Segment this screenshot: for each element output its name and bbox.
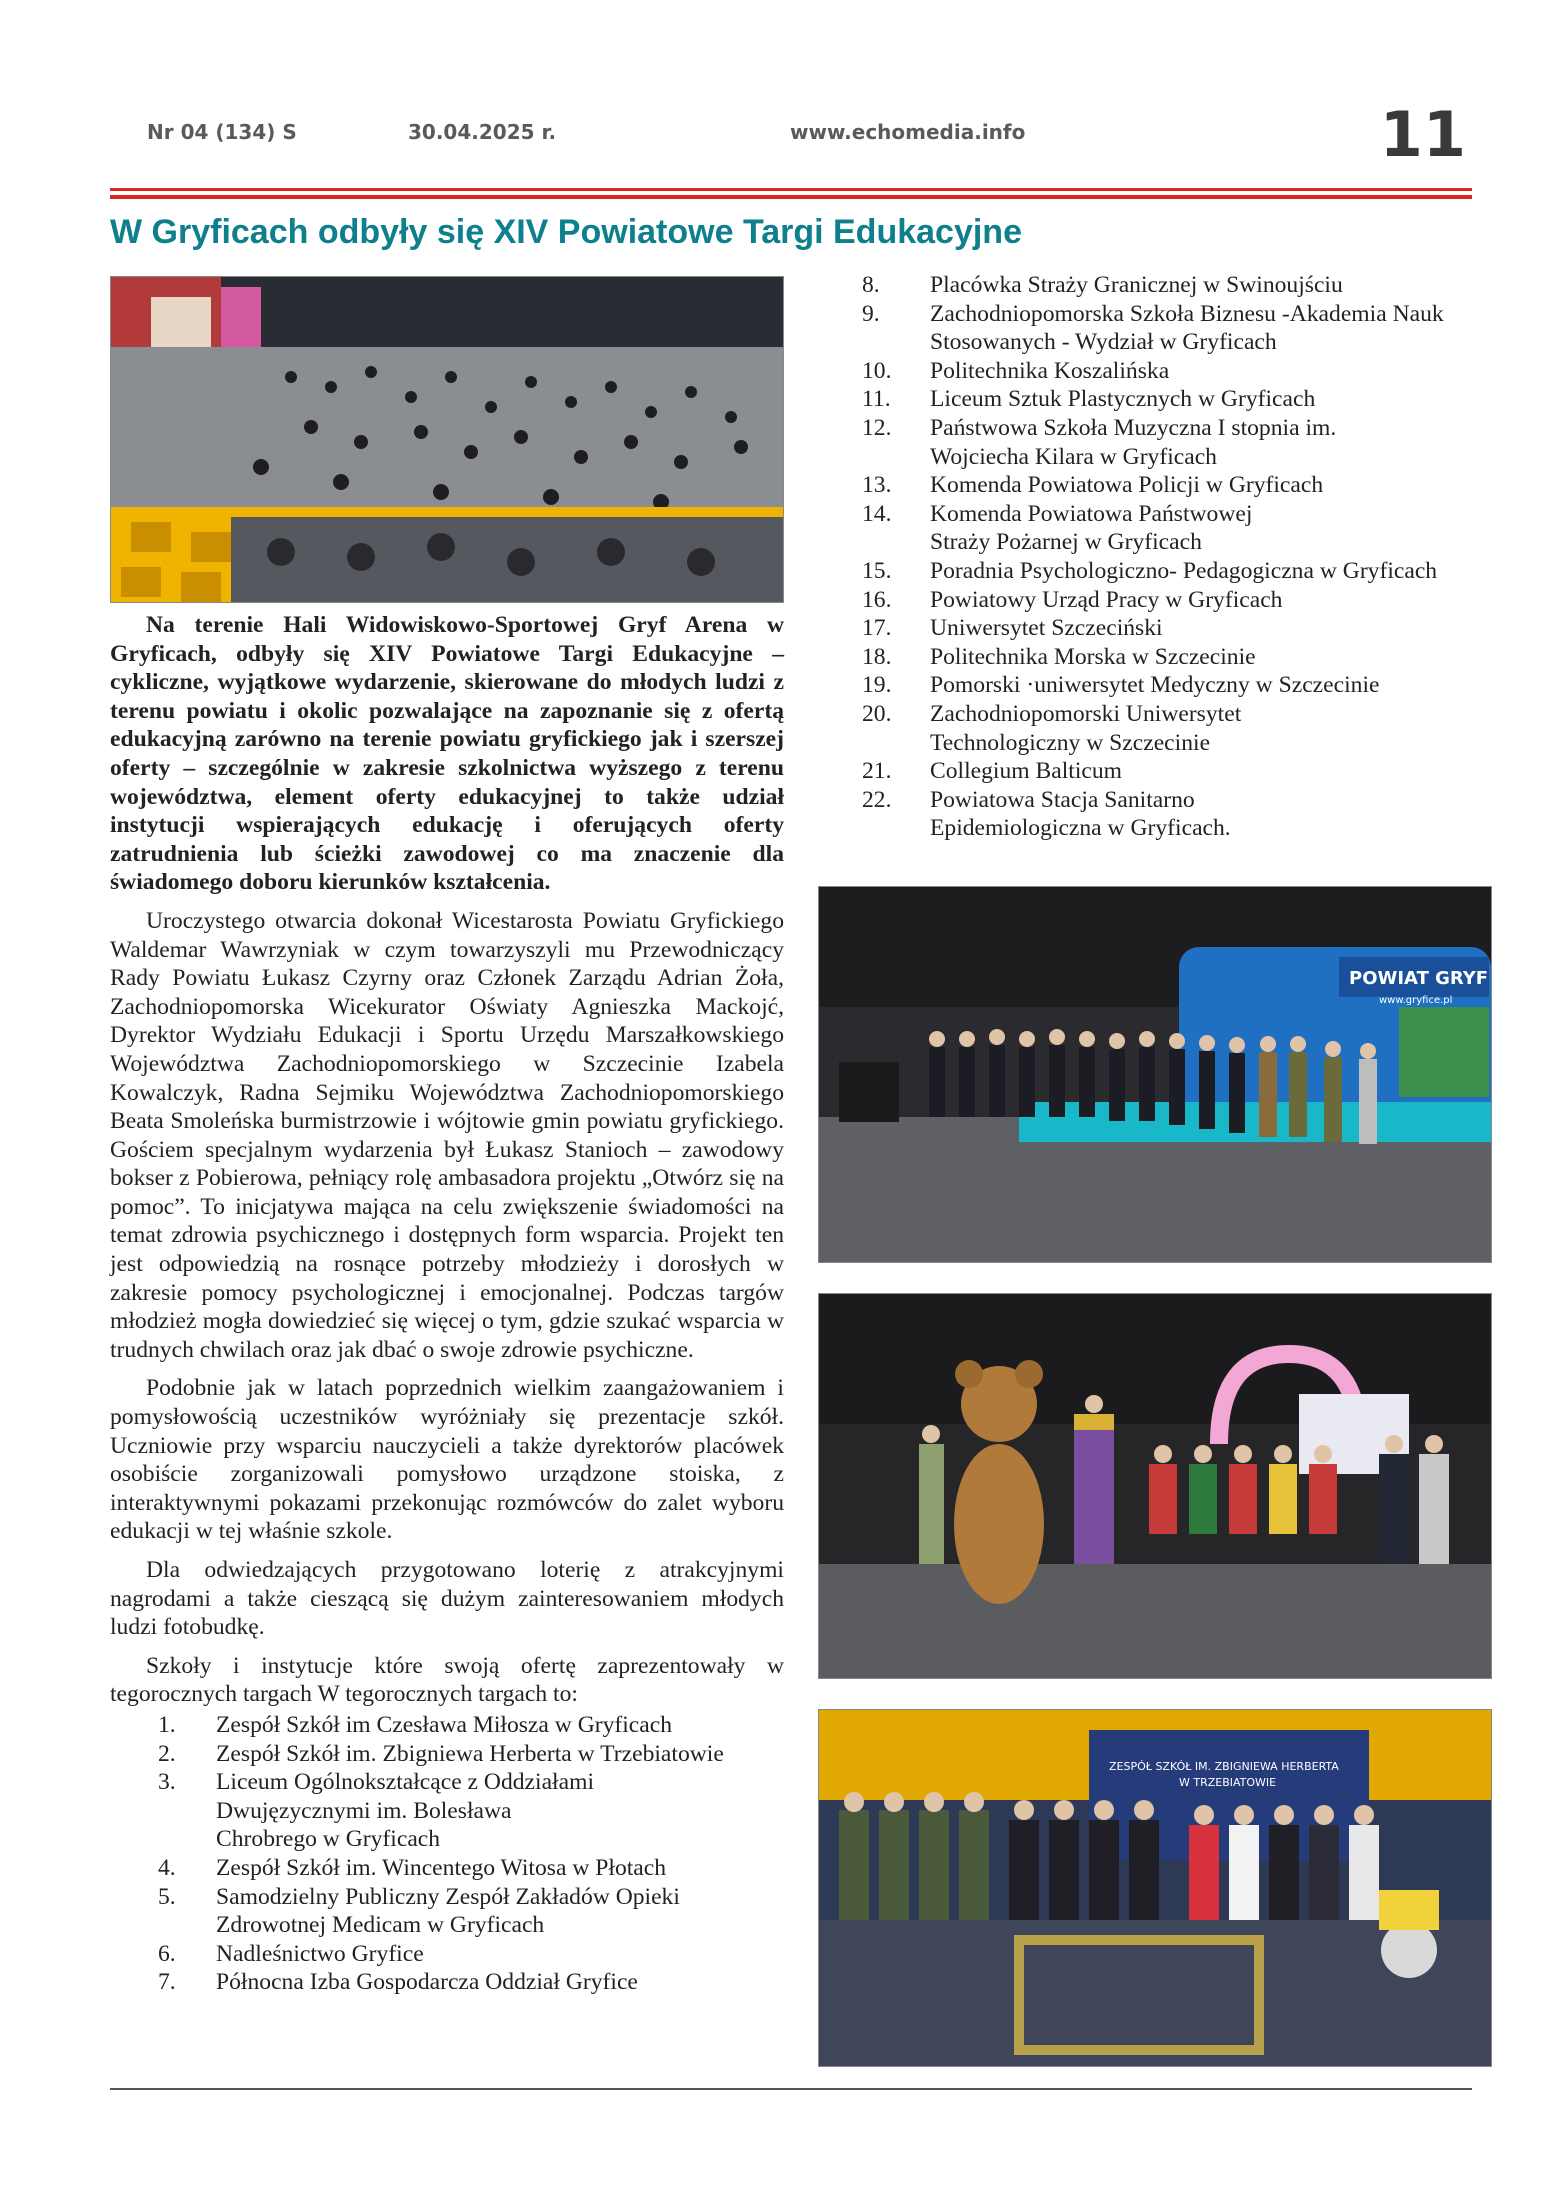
exhibitors-list-part1	[110, 1711, 784, 1997]
list-item: 8. Placówka Straży Granicznej w Swinoujściu	[862, 272, 1343, 298]
header-rule-top	[110, 188, 1472, 191]
list-item: 16. Powiatowy Urząd Pracy w Gryficach	[862, 586, 1283, 613]
issue-number: Nr 04 (134) S	[147, 120, 297, 144]
list-item: 7. Północna Izba Gospodarcza Oddział Gryfice	[158, 1969, 638, 1996]
list-item: 6. Nadleśnictwo Gryfice	[158, 1940, 424, 1967]
article-body-right	[862, 271, 1482, 843]
banner-powiat-text: POWIAT GRYF	[1349, 968, 1489, 989]
issue-date: 30.04.2025 r.	[408, 120, 557, 144]
list-item: 21. Collegium Balticum	[862, 758, 1123, 785]
list-item: 17. Uniwersytet Szczeciński	[862, 615, 1163, 642]
photo-opening-ceremony	[818, 886, 1492, 1263]
list-item: 11. Liceum Sztuk Plastycznych w Gryficach	[862, 386, 1316, 413]
photo-arena-crowd	[110, 276, 784, 603]
banner-school-text: ZESPÓŁ SZKÓŁ IM. ZBIGNIEWA HERBERTA	[1109, 1760, 1339, 1773]
banner-powiat-url: www.gryfice.pl	[1379, 995, 1453, 1006]
paragraph: Podobnie jak w latach poprzednich wielkim zaangażowaniem i pomysłowością uczestników wyróżniały się prezentacje szkół. Uczniowie przy wsparciu nauczycieli a także dyrektorów placówek osobiście zorganizowali pomysłowo urządzone stoiska, z interaktywnymi pokazami przekonując rozmówców do zalet wyboru edukacji w tej właśnie szkole.	[110, 1375, 784, 1545]
banner-school-city: W TRZEBIATOWIE	[1179, 1776, 1277, 1789]
list-item: 22. Powiatowa Stacja Sanitarno Epidemiologiczna w Gryficach.	[862, 786, 1231, 842]
paragraph: Dla odwiedzających przygotowano loterię z atrakcyjnymi nagrodami a także cieszącą się dużym zainteresowaniem młodych ludzi fotobudkę.	[110, 1557, 784, 1641]
paragraph: Uroczystego otwarcia dokonał Wicestarosta Powiatu Gryfickiego Waldemar Wawrzyniak w czym towarzyszyli mu Przewodniczący Rady Powiatu Łukasz Czyrny oraz Członek Zarządu Adrian Żoła, Zachodniopomorska Wicekurator Oświaty Agnieszka Mackojć, Dyrektor Wydziału Edukacji i Sportu Urzędu Marszałkowskiego Województwa Zachodniopomorskiego w Szczecinie Izabela Kowalczyk, Radna Sejmiku Województwa Zachodniopomorskiego Beata Smoleńska burmistrzowie i wójtowie gmin powiatu gryfickiego. Gościem specjalnym wydarzenia był Łukasz Stanioch – zawodowy bokser z Pobierowa, pełniący rolę ambasadora projektu „Otwórz się na pomoc”. To inicjatywa mająca na celu zwiększenie świadomości na temat zdrowia psychicznego i dostępnych form wsparcia. Projekt ten jest odpowiedzią na rosnące potrzeby młodzieży i dorosłych w zakresie pomocy psychologicznej i emocjonalnej. Podczas targów młodzież mogła dowiedzieć się więcej o tym, gdzie szukać wsparcia w trudnych chwilach oraz jak dbać o swoje zdrowie psychiczne.	[110, 907, 784, 1363]
page-number: 11	[1379, 98, 1466, 171]
list-item: 5. Samodzielny Publiczny Zespół Zakładów Opieki Zdrowotnej Medicam w Gryficach	[158, 1883, 680, 1939]
list-item: 18. Politechnika Morska w Szczecinie	[862, 643, 1256, 670]
list-item: 4. Zespół Szkół im. Wincentego Witosa w Płotach	[158, 1854, 667, 1881]
list-item: 2. Zespół Szkół im. Zbigniewa Herberta w Trzebiatowie	[158, 1740, 724, 1767]
header-rule-bottom	[110, 195, 1472, 199]
lead-paragraph: Na terenie Hali Widowiskowo-Sportowej Gryf Arena w Gryficach, odbyły się XIV Powiatowe Targi Edukacyjne – cykliczne, wyjątkowe wydarzenie, skierowane do młodych ludzi z terenu powiatu i okolic pozwalające na zapoznanie się z ofertą edukacyjną zarówno na terenie powiatu gryfickiego jak i szerszej oferty – szczególnie w zakresie szkolnictwa wyższego z terenu województwa, element oferty edukacyjnej to także udział instytucji wspierających edukację i oferujących oferty zatrudnienia lub ścieżki zawodowej co ma znaczenie dla świadomego doboru kierunków kształcenia.	[110, 612, 784, 896]
article-title: W Gryficach odbyły się XIV Powiatowe Targi Edukacyjne	[110, 213, 1022, 251]
footer-rule	[110, 2088, 1472, 2090]
list-item: 13. Komenda Powiatowa Policji w Gryficach	[862, 472, 1324, 499]
list-item: 9. Zachodniopomorska Szkoła Biznesu -Akademia Nauk Stosowanych - Wydział w Gryficach	[862, 300, 1444, 356]
list-item: 12. Państwowa Szkoła Muzyczna I stopnia im. Wojciecha Kilara w Gryficach	[862, 414, 1337, 470]
exhibitors-list-part2	[862, 271, 1482, 843]
list-item: 10. Politechnika Koszalińska	[862, 357, 1170, 384]
list-item: 15. Poradnia Psychologiczno- Pedagogiczna w Gryficach	[862, 557, 1438, 584]
list-item: 20. Zachodniopomorski Uniwersytet Technologiczny w Szczecinie	[862, 700, 1242, 756]
photo-school-stand	[818, 1709, 1492, 2067]
website-link[interactable]: www.echomedia.info	[790, 120, 1026, 144]
list-item: 3. Liceum Ogólnokształcące z Oddziałami Dwujęzycznymi im. Bolesława Chrobrego w Gryficach	[158, 1769, 594, 1853]
list-item: 1. Zespół Szkół im Czesława Miłosza w Gryficach	[158, 1711, 673, 1738]
list-item: 19. Pomorski ·uniwersytet Medyczny w Szczecinie	[862, 672, 1380, 699]
paragraph: Szkoły i instytucje które swoją ofertę zaprezentowały w tegorocznych targach W tegorocznych targach to:	[110, 1652, 784, 1708]
article-body-left	[110, 611, 784, 1997]
list-item: 14. Komenda Powiatowa Państwowej Straży Pożarnej w Gryficach	[862, 500, 1253, 556]
photo-mascot-folk	[818, 1293, 1492, 1679]
